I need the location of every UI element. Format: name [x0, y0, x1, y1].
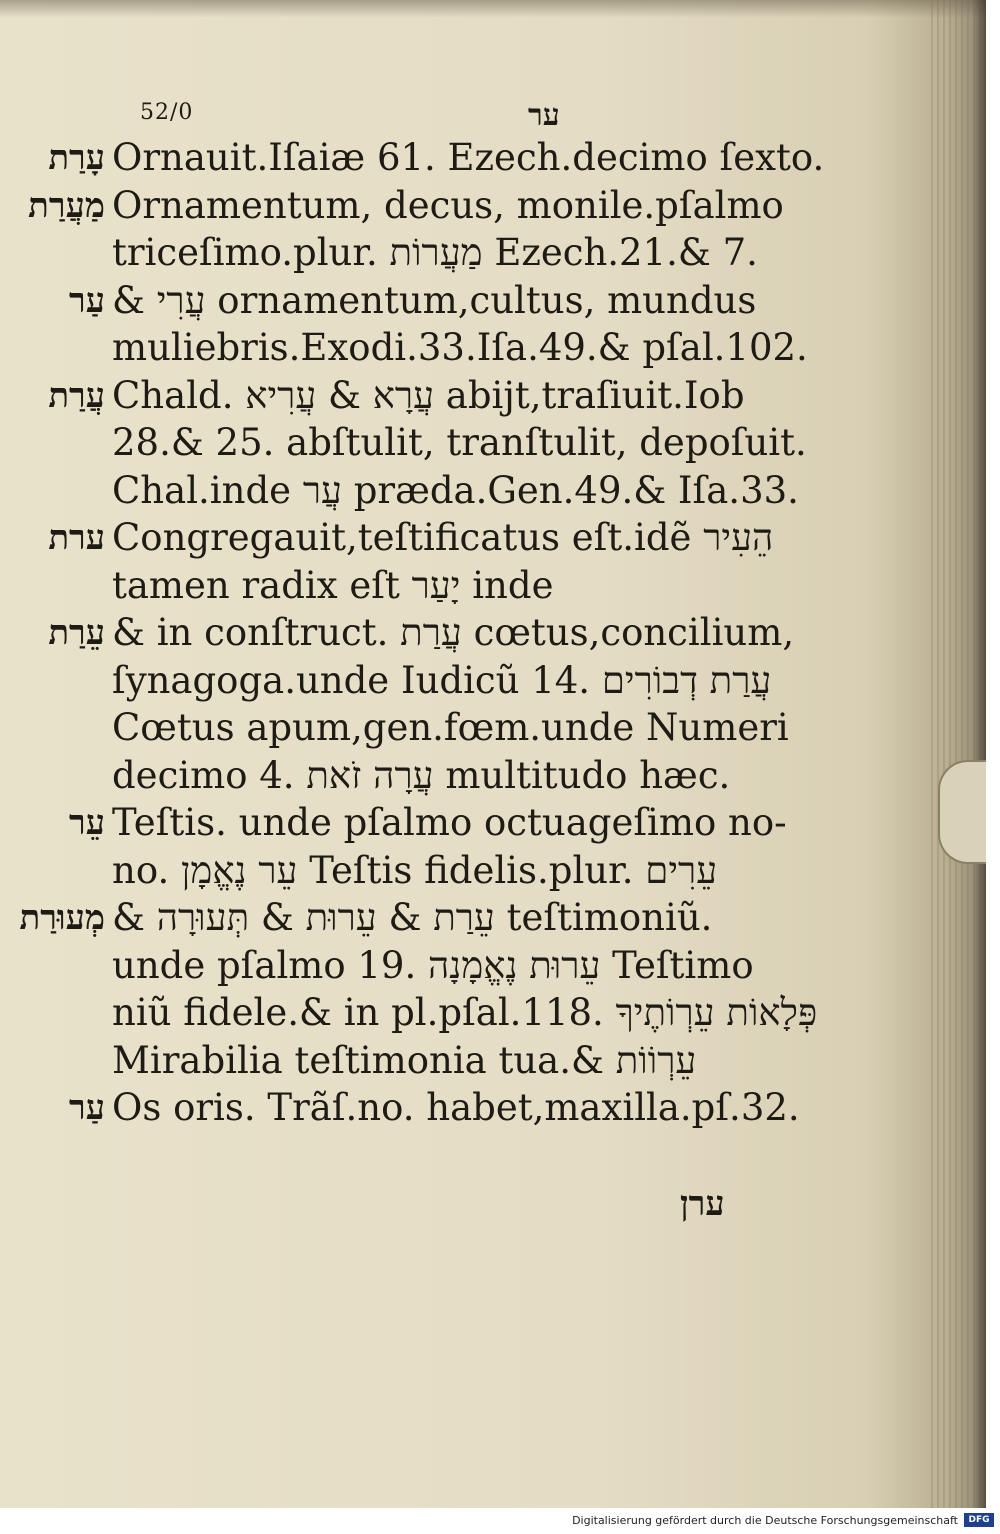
entry-text: niũ fidele.& in pl.pſal.118. פְּלָאוֹת עֵרְוֹתֶיךָ — [112, 991, 818, 1034]
page-top-shadow — [0, 0, 986, 18]
entry-line — [0, 277, 986, 325]
entry-text: Mirabilia teſtimonia tua.& עֵרְוֹוֹת — [112, 1038, 697, 1082]
hebrew-lemma: עֲרַת — [48, 375, 105, 416]
hebrew-lemma: עַר — [69, 1088, 105, 1128]
entry-text: Congregauit,teſtificatus eſt.idẽ הֵעִיר — [112, 516, 774, 559]
hebrew-lemma: עַר — [69, 280, 105, 321]
entry-line — [0, 1037, 986, 1085]
entry-line — [0, 657, 986, 705]
entry-text: Os oris. Trãſ.no. habet,maxilla.pſ.32. — [112, 1086, 800, 1129]
entry-line — [0, 182, 986, 230]
entry-line — [0, 989, 986, 1037]
entry-line — [0, 942, 986, 990]
entry-text: & עֵרַת & עֵרוּת & תְּעוּרָה teſtimoniũ. — [112, 896, 713, 939]
entry-text: unde pſalmo 19. עֵרוּת נֶאֱמָנָה Teſtimo — [112, 943, 754, 987]
entry-text: tamen radix eſt יָעַר inde — [112, 563, 554, 607]
entry-text: 28.& 25. abſtulit, tranſtulit, depoſuit. — [112, 421, 807, 464]
entry-text: muliebris.Exodi.33.Iſa.49.& pſal.102. — [112, 326, 808, 369]
footer-bar — [0, 1508, 1000, 1534]
entry-line — [0, 562, 986, 610]
entry-text: Teſtis. unde pſalmo octuageſimo no- — [112, 801, 787, 844]
dfg-logo: DFG — [964, 1513, 994, 1527]
footer-credit: Digitalisierung gefördert durch die Deutsche Forschungsgemeinschaft — [572, 1514, 958, 1527]
folio-number: 52/0 — [140, 100, 194, 125]
catchword: ערן — [680, 1184, 725, 1224]
entry-text: Ornamentum, decus, monile.pſalmo — [112, 183, 784, 227]
entry-text: no. עֵר נֶאֱמָן Teſtis fidelis.plur. עֵרִים — [112, 848, 718, 892]
entry-text: Cœtus apum,gen.fœm.unde Numeri — [112, 706, 789, 749]
entry-text: & עֲרִי ornamentum,cultus, mundus — [112, 278, 757, 322]
hebrew-lemma: עֵר — [69, 803, 105, 843]
running-head: ער — [528, 98, 560, 133]
hebrew-lemma: עֵרַת — [48, 613, 105, 653]
entry-line — [0, 752, 986, 800]
entry-text: Chald. עֲרָא & עֲרִיא abijt,traſiuit.Iob — [112, 373, 745, 417]
entry-line — [0, 847, 986, 895]
entry-text: Chal.inde עֲר præda.Gen.49.& Iſa.33. — [112, 468, 799, 512]
entry-text: triceſimo.plur. מַעֲרוֹת Ezech.21.& 7. — [112, 231, 758, 274]
hebrew-lemma: מַעֲרַת — [28, 185, 105, 226]
entry-line — [0, 229, 986, 277]
entry-line — [0, 514, 986, 562]
entry-text: Ornauit.Iſaiæ 61. Ezech.decimo ſexto. — [112, 136, 825, 179]
hebrew-lemma: מְעוּרַת — [19, 898, 105, 938]
entry-text: decimo 4. עֲרָה זֹאת multitudo hæc. — [112, 753, 731, 797]
hebrew-lemma: ערת — [48, 518, 105, 558]
entry-text: & in conſtruct. עֲרַת cœtus,concilium, — [112, 611, 795, 654]
hebrew-lemma: עָרַת — [48, 138, 105, 178]
entry-text: ſynagoga.unde Iudicũ 14. עֲרַת דְבוֹרִים — [112, 658, 772, 702]
entry-line — [0, 134, 986, 182]
page-header — [0, 98, 986, 138]
entry-line — [0, 467, 986, 515]
entry-line — [0, 609, 986, 657]
entry-line — [0, 419, 986, 467]
entry-line — [0, 324, 986, 372]
entry-line — [0, 372, 986, 420]
entry-line — [0, 894, 986, 942]
entry-line — [0, 799, 986, 847]
entry-line — [0, 704, 986, 752]
entry-line — [0, 1084, 986, 1132]
